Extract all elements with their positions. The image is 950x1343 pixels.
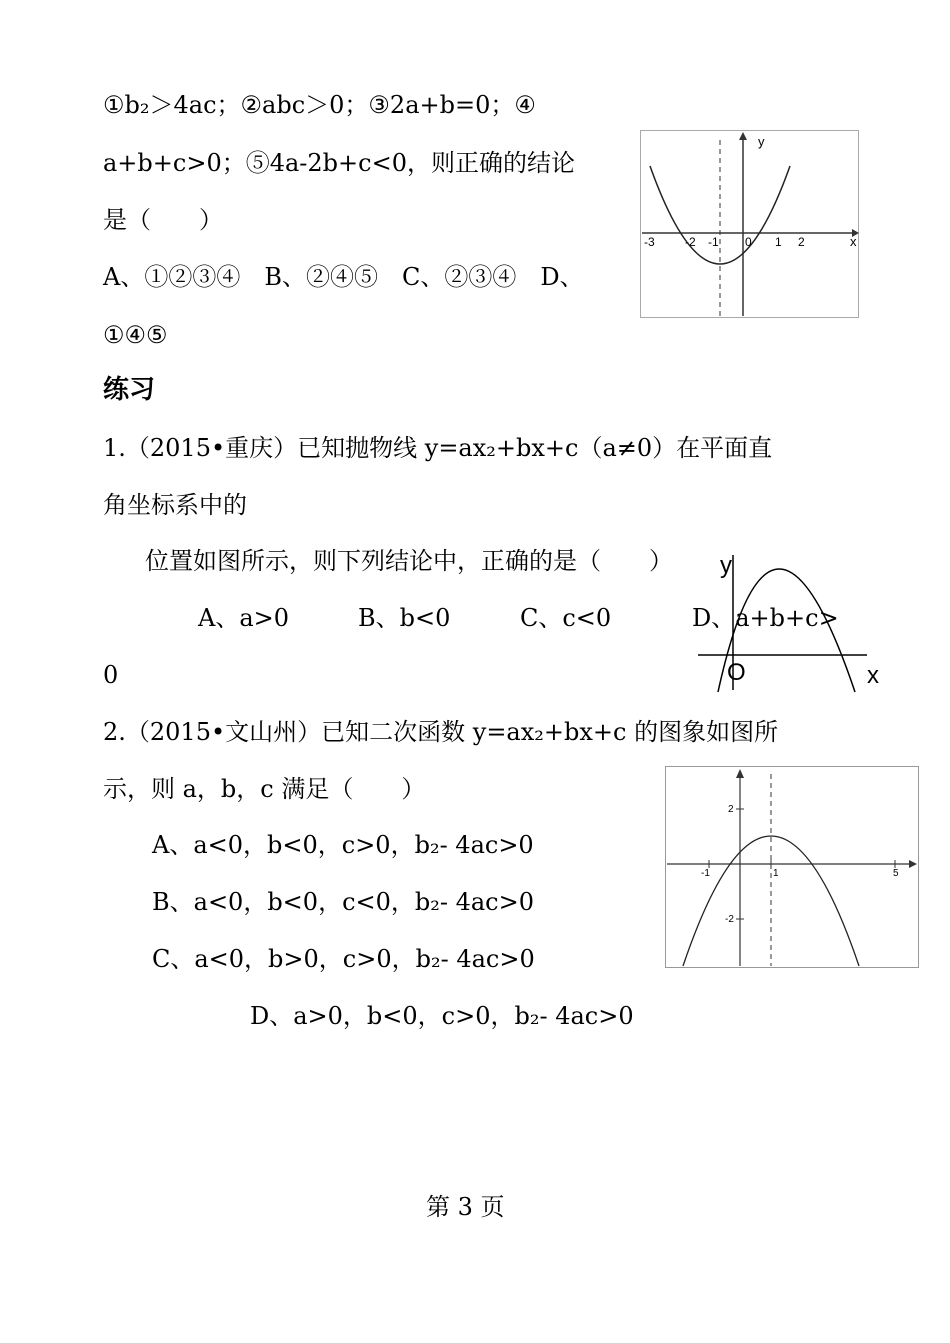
q1-option-d-cont: 0 [103, 661, 119, 689]
figure-parabola-2 [695, 540, 895, 701]
tick-label: 1 [775, 235, 782, 249]
q2-text-line-1: 2.（2015•文山州）已知二次函数 y=ax₂+bx+c 的图象如图所 [103, 718, 779, 746]
figure-parabola-3 [665, 766, 919, 974]
x-axis-label: x [867, 662, 879, 689]
tick-label: -3 [644, 235, 655, 249]
origin-label: O [727, 659, 746, 686]
page-number: 第 3 页 [426, 1193, 505, 1221]
tick-label: -1 [708, 235, 719, 249]
question-text-line-2: a+b+c>0；⑤4a-2b+c<0，则正确的结论 [103, 149, 575, 177]
question-text-line-3: 是（ ） [103, 206, 223, 234]
tick-label: -2 [685, 235, 696, 249]
q2-text-line-2: 示，则 a，b，c 满足（ ） [103, 775, 426, 803]
q2-option-c: C、a<0，b>0，c>0，b₂- 4ac>0 [152, 945, 535, 973]
answer-option-d-cont: ①④⑤ [103, 321, 168, 349]
y-axis-label: y [758, 134, 765, 149]
tick-label: 1 [773, 868, 779, 879]
x-axis-label: x [850, 234, 857, 249]
tick-label: 5 [893, 868, 899, 879]
q2-option-d: D、a>0，b<0，c>0，b₂- 4ac>0 [250, 1002, 634, 1030]
tick-label: 0 [745, 235, 752, 249]
figure-parabola-1 [640, 130, 859, 324]
q1-option-d: D、a+b+c> [692, 604, 839, 632]
q2-option-b: B、a<0，b<0，c<0，b₂- 4ac>0 [152, 888, 535, 916]
tick-label: -1 [701, 868, 710, 879]
question-text-line-1: ①b₂＞4ac；②abc＞0；③2a+b=0；④ [103, 91, 536, 119]
q1-text-line-2: 角坐标系中的 [103, 491, 247, 519]
q1-option-b: B、b<0 [358, 604, 451, 632]
answer-options: A、①②③④ B、②④⑤ C、②③④ D、 [103, 263, 584, 291]
q1-text-line-3: 位置如图所示，则下列结论中，正确的是（ ） [145, 547, 673, 575]
tick-label: -2 [725, 914, 734, 925]
q2-option-a: A、a<0，b<0，c>0，b₂- 4ac>0 [152, 831, 534, 859]
q1-option-a: A、a>0 [198, 604, 290, 632]
tick-label: 2 [798, 235, 805, 249]
q1-text-line-1: 1.（2015•重庆）已知抛物线 y=ax₂+bx+c（a≠0）在平面直 [103, 434, 773, 462]
tick-label: 2 [728, 804, 734, 815]
q1-option-c: C、c<0 [520, 604, 612, 632]
section-heading: 练习 [103, 375, 156, 405]
y-axis-label: y [720, 552, 732, 579]
